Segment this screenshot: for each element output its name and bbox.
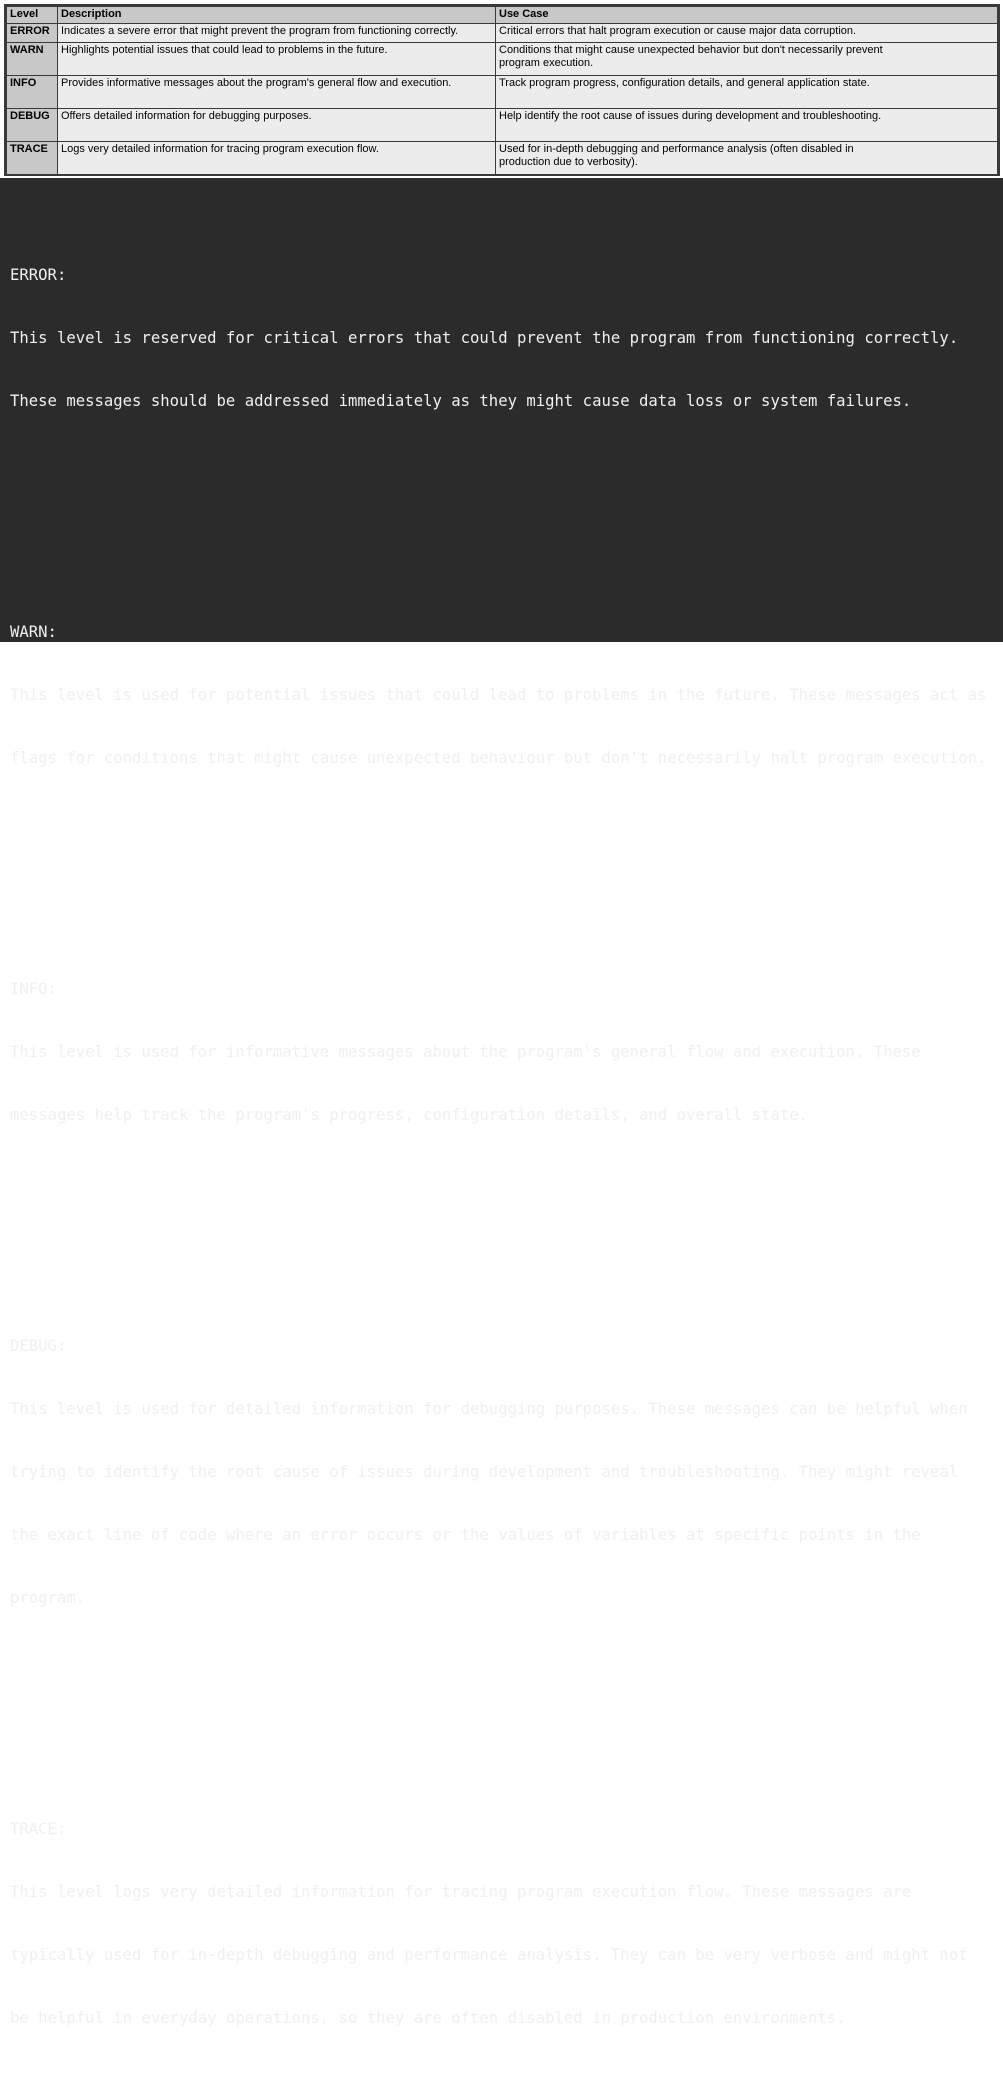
table-header-row — [7, 7, 998, 24]
section-line: program. — [10, 1589, 86, 1607]
header-level: Level — [7, 7, 58, 24]
use-case-text: Track program progress, configuration details, and general application state. — [499, 77, 870, 89]
section-heading: TRACE: — [10, 1820, 67, 1838]
section-line: This level is used for potential issues that could lead to problems in the future. These messages act as — [10, 686, 987, 704]
table-row — [7, 76, 998, 109]
blank-line — [10, 853, 1003, 874]
table-row — [7, 142, 998, 175]
section-heading: ERROR: — [10, 266, 67, 284]
section-line: be helpful in everyday operations, so they are often disabled in production environments. — [10, 2009, 846, 2027]
section-line: This level is used for informative messages about the program's general flow and execution. These — [10, 1043, 921, 1061]
cell-description: Indicates a severe error that might prevent the program from functioning correctly. — [58, 24, 496, 43]
cell-description: Offers detailed information for debugging purposes. — [58, 109, 496, 142]
log-levels-table-container — [4, 4, 1000, 176]
section-trace — [10, 1777, 1003, 2071]
section-debug — [10, 1294, 1003, 1651]
cell-use-case — [496, 43, 998, 76]
cell-use-case — [496, 109, 998, 142]
table-row — [7, 109, 998, 142]
blank-line — [10, 496, 1003, 517]
section-info — [10, 937, 1003, 1168]
use-case-text: Critical errors that halt program execution or cause major data corruption. — [499, 25, 857, 37]
use-case-text: Help identify the root cause of issues during development and troubleshooting. — [499, 110, 882, 122]
cell-use-case — [496, 76, 998, 109]
header-description: Description — [58, 7, 496, 24]
cell-use-case — [496, 142, 998, 175]
table-row — [7, 43, 998, 76]
section-heading: INFO: — [10, 980, 57, 998]
use-case-text: Conditions that might cause unexpected behavior but don't necessarily prevent program execution. — [499, 44, 883, 69]
section-line: the exact line of code where an error occurs or the values of variables at specific points in the — [10, 1526, 921, 1544]
header-use-case: Use Case — [496, 7, 998, 24]
table-row — [7, 24, 998, 43]
use-case-text: Used for in-depth debugging and performance analysis (often disabled in production due to verbosity). — [499, 143, 854, 168]
cell-description: Logs very detailed information for tracing program execution flow. — [58, 142, 496, 175]
section-line: typically used for in-depth debugging and performance analysis. They can be very verbose and might not — [10, 1946, 968, 1964]
section-heading: DEBUG: — [10, 1337, 67, 1355]
cell-level: DEBUG — [7, 109, 58, 142]
cell-level: ERROR — [7, 24, 58, 43]
section-error — [10, 223, 1003, 454]
section-line: trying to identify the root cause of issues during development and troubleshooting. They might reveal — [10, 1463, 959, 1481]
cell-level: INFO — [7, 76, 58, 109]
cell-level: TRACE — [7, 142, 58, 175]
section-line: This level logs very detailed information for tracing program execution flow. These messages are — [10, 1883, 912, 1901]
log-levels-table — [6, 6, 998, 175]
section-line: These messages should be addressed immediately as they might cause data loss or system failures. — [10, 392, 912, 410]
cell-use-case — [496, 24, 998, 43]
cell-level: WARN — [7, 43, 58, 76]
terminal-output — [0, 178, 1003, 2027]
section-line: This level is reserved for critical errors that could prevent the program from functioning correctly. — [10, 329, 959, 347]
section-line: flags for conditions that might cause unexpected behaviour but don't necessarily halt program execution. — [10, 749, 987, 767]
blank-line — [10, 1210, 1003, 1231]
blank-line — [10, 1693, 1003, 1714]
cell-description: Highlights potential issues that could lead to problems in the future. — [58, 43, 496, 76]
section-heading: WARN: — [10, 623, 57, 641]
section-line: This level is used for detailed information for debugging purposes. These messages can be helpful when — [10, 1400, 968, 1418]
section-warn — [10, 580, 1003, 811]
cell-description: Provides informative messages about the program's general flow and execution. — [58, 76, 496, 109]
section-line: messages help track the program's progress, configuration details, and overall state. — [10, 1106, 808, 1124]
